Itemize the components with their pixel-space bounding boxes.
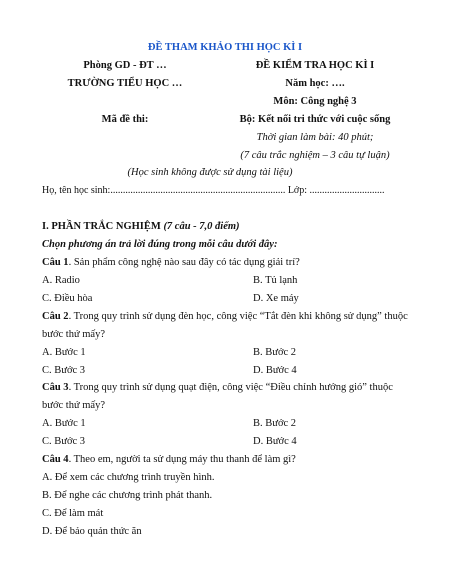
question-2-label: Câu 2 xyxy=(42,311,69,322)
subject-label: Môn: Công nghệ 3 xyxy=(273,96,357,107)
question-2-option-b: B. Bước 2 xyxy=(253,347,297,358)
section-heading-points: (7 câu - 7,0 điểm) xyxy=(160,221,240,232)
question-4 xyxy=(42,453,296,466)
question-2 xyxy=(42,310,408,323)
question-4-option-d: D. Để bảo quản thức ăn xyxy=(42,526,142,537)
question-3-option-a: A. Bước 1 xyxy=(42,418,86,429)
question-4-label: Câu 4 xyxy=(42,454,69,465)
book-series: Bộ: Kết nối tri thức với cuộc sống xyxy=(239,114,391,125)
question-1-option-c: C. Điều hòa xyxy=(42,293,93,304)
exam-duration: Thời gian làm bài: 40 phút; xyxy=(256,132,374,143)
question-1-label: Câu 1 xyxy=(42,257,69,268)
exam-name: ĐỀ KIỂM TRA HỌC KÌ I xyxy=(255,60,375,71)
question-3-option-b: B. Bước 2 xyxy=(253,418,297,429)
question-1 xyxy=(42,256,300,269)
student-info-line: Họ, tên học sinh:...................................................................... Lớp: .............................. xyxy=(42,185,385,196)
question-4-option-c: C. Để làm mát xyxy=(42,508,104,519)
question-1-text: . Sản phẩm công nghệ nào sau đây có tác dụng giải trí? xyxy=(68,257,300,268)
section-heading-title: I. PHẦN TRẮC NGHIỆM xyxy=(42,221,161,232)
school-year: Năm học: …. xyxy=(285,78,345,89)
question-1-option-a: A. Radio xyxy=(42,275,80,286)
question-3 xyxy=(42,381,393,394)
exam-code-label: Mã đề thi: xyxy=(101,114,149,125)
question-3-option-c: C. Bước 3 xyxy=(42,436,86,447)
exam-structure: (7 câu trắc nghiệm – 3 câu tự luận) xyxy=(240,150,390,161)
document-title: ĐỀ THAM KHẢO THI HỌC KÌ I xyxy=(147,42,303,53)
question-3-text-continued: bước thứ mấy? xyxy=(42,400,105,411)
question-3-text: . Trong quy trình sử dụng quạt điện, công việc “Điều chỉnh hướng gió” thuộc xyxy=(68,382,393,393)
question-3-label: Câu 3 xyxy=(42,382,69,393)
question-4-text: . Theo em, người ta sử dụng máy thu thanh để làm gì? xyxy=(68,454,296,465)
question-1-option-d: D. Xe máy xyxy=(253,293,299,304)
question-3-option-d: D. Bước 4 xyxy=(253,436,297,447)
section-instruction: Chọn phương án trả lời đúng trong mỗi câu dưới đây: xyxy=(42,239,278,250)
question-2-option-d: D. Bước 4 xyxy=(253,365,297,376)
question-4-option-b: B. Để nghe các chương trình phát thanh. xyxy=(42,490,213,501)
question-2-option-a: A. Bước 1 xyxy=(42,347,86,358)
question-2-text: . Trong quy trình sử dụng đèn học, công việc “Tắt đèn khi không sử dụng” thuộc xyxy=(68,311,408,322)
question-4-option-a: A. Để xem các chương trình truyền hình. xyxy=(42,472,215,483)
section-heading xyxy=(42,220,240,233)
no-materials-note: (Học sinh không được sử dụng tài liệu) xyxy=(127,167,293,178)
question-1-option-b: B. Tủ lạnh xyxy=(253,275,298,286)
question-2-option-c: C. Bước 3 xyxy=(42,365,86,376)
question-2-text-continued: bước thứ mấy? xyxy=(42,329,105,340)
department-label: Phòng GD - ĐT … xyxy=(83,60,167,71)
school-label: TRƯỜNG TIỂU HỌC … xyxy=(67,78,183,89)
